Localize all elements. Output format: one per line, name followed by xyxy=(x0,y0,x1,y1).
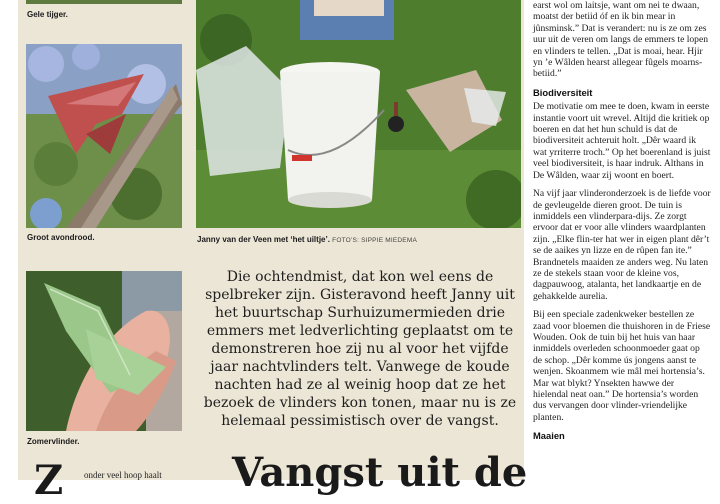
caption-hawkmoth: Groot avondrood. xyxy=(27,233,95,242)
column-paragraph-3: Na vijf jaar vlinderonderzoek is de liefde voor de gevleugelde dieren groot. De tuin is inmiddels een vlinderpara-dijs. Ze zorgt ervoor dat er voor alle vlinders waardplanten zijn. „Elke flin-ter hat wer in eigen plant dêr’t se de aaikes yn lizze en de rûpen fan ite.” Brandnetels maaiden ze anders weg. Nu laten ze de stekels staan voor de kleine vos, dagpauwoog, atalanta, het landkaartje en de gehakkelde aurelia. xyxy=(533,188,711,302)
subheading-biodiversiteit: Biodiversiteit xyxy=(533,86,593,98)
article-headline: Vangst uit de xyxy=(232,449,528,496)
body-start: onder veel hoop haalt xyxy=(84,470,162,480)
caption-main xyxy=(197,235,417,246)
drop-cap: Z xyxy=(34,457,64,504)
caption-emerald: Zomervlinder. xyxy=(27,437,80,446)
tiger-photo-remnant xyxy=(26,0,182,4)
photo-hawkmoth xyxy=(26,44,182,228)
caption-tiger: Gele tijger. xyxy=(27,10,68,19)
moth-trap-image xyxy=(196,0,521,228)
hawkmoth-image xyxy=(26,44,182,228)
subheading-maaien: Maaien xyxy=(533,430,565,442)
column-paragraph-1: earst wol om laitsje, want om nei te dwaan, moatst der betiid óf en ik bin mear in jûnsminsk.” Dat is verandert: nu is ze om zes uur uit de veren om langs de emmers te lopen en vlinders te tellen. „Dat is moai, hear. Hjir yn ’e Wâlden hearst allegear fûgels moarns-betiid.” xyxy=(533,0,709,80)
right-column xyxy=(533,0,711,480)
intro-paragraph: Die ochtendmist, dat kon wel eens de spelbreker zijn. Gisteravond heeft Janny uit het buurtschap Surhuizumermieden drie emmers met ledverlichting geplaatst om te demonstreren hoe zij nu al voor het vijfde jaar nachtvlinders telt. Vanwege de koude nachten had ze al weinig hoop dat ze het bezoek de vlinders kon tonen, maar nu is ze helemaal pessimistisch over de vangst. xyxy=(203,269,517,429)
photo-credit: FOTO’S: SIPPIE MIEDEMA xyxy=(332,237,417,244)
photo-main-trap xyxy=(196,0,521,228)
column-paragraph-2: De motivatie om mee te doen, kwam in eerste instantie voort uit wrevel. Altijd die kritiek op boeren en dat het hun schuld is dat de biodiversiteit achteruit holt. „Dêr waard ik wat yrriterre troch.” Op het boerenland is juist veel biodiversiteit, is haar indruk. Althans in De Wâlden, waar zij woont en boert. xyxy=(533,101,711,181)
column-paragraph-4: Bij een speciale zadenkweker bestellen ze zaad voor bloemen die thuishoren in de Friese Wouden. Ook de tuin bij het huis van haar inmiddels overleden schoonmoeder gaat op de schop. „Dêr komme ús jongens aanst te wenjen. Skoanmem wie mâl mei hortensia’s. Mar wat blykt? Ynsekten hawwe der hielendal neat oan.” De hortensia’s worden dus vervangen door vlinder-vriendelijke planten. xyxy=(533,309,711,423)
caption-main-text: Janny van der Veen met ‘het uiltje’. xyxy=(197,235,330,244)
photo-emerald-moth xyxy=(26,271,182,431)
emerald-moth-image xyxy=(26,271,182,431)
